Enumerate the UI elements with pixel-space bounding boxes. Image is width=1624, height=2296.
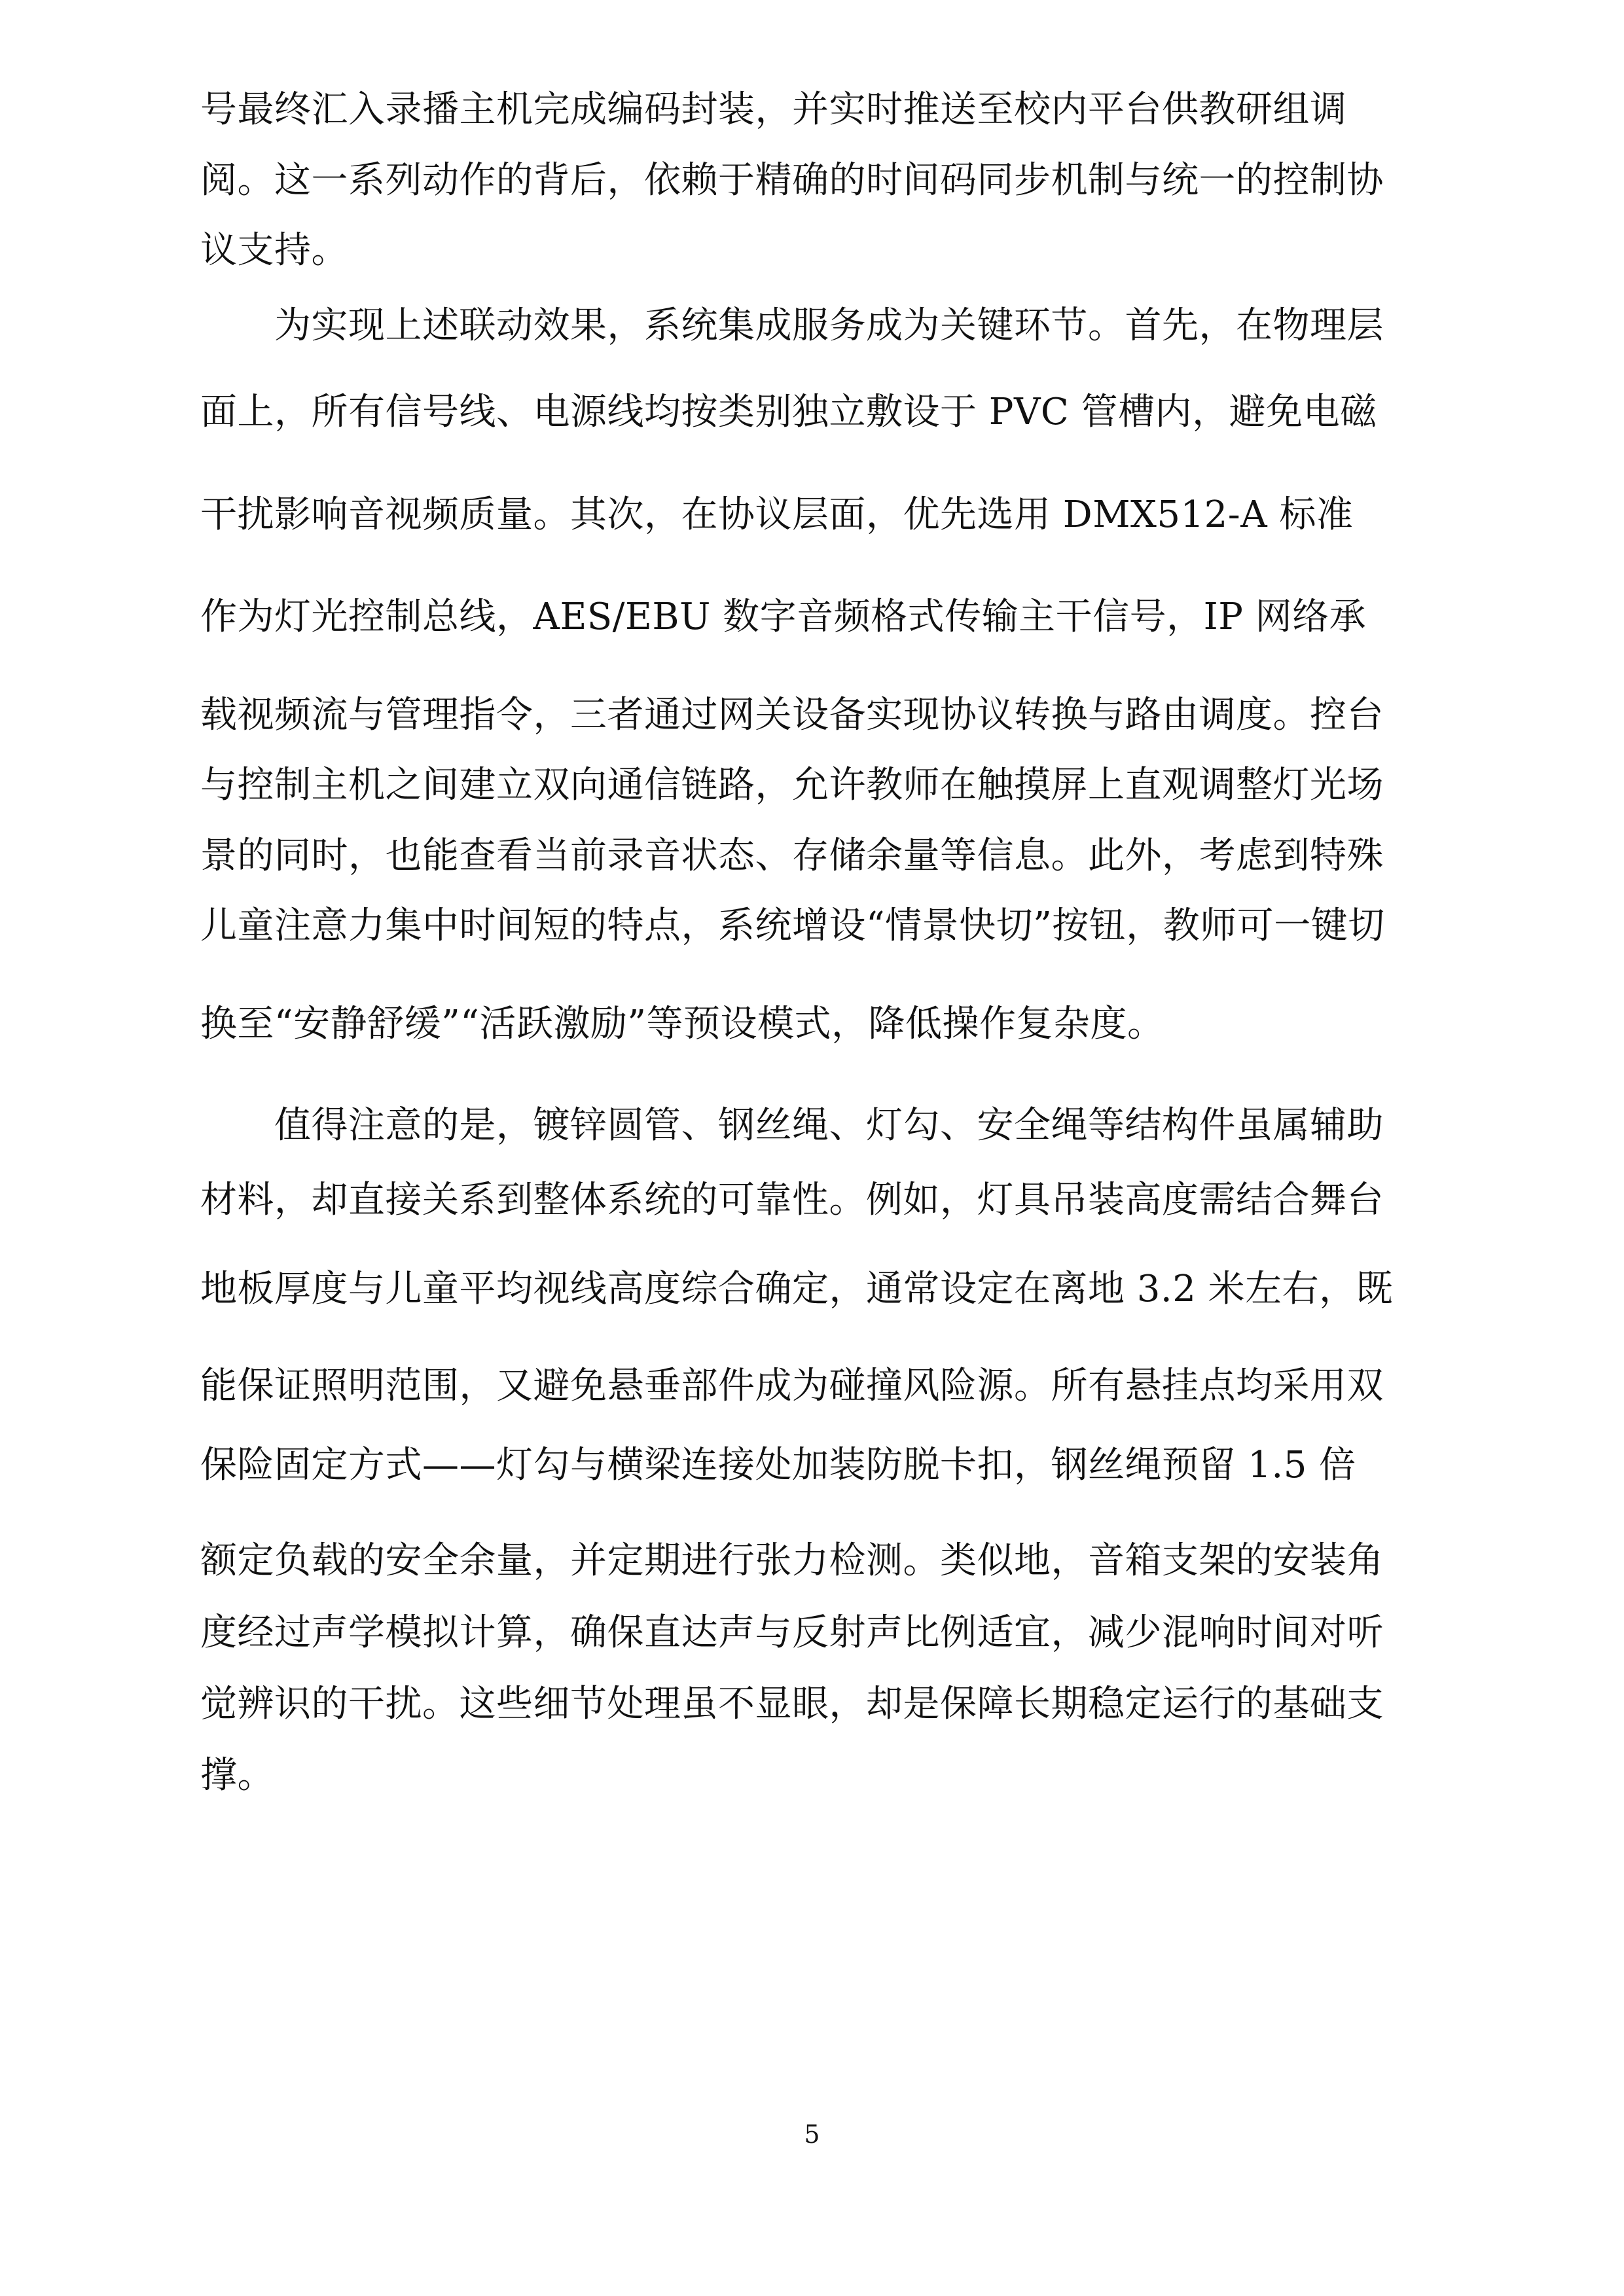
text-line: 觉辨识的干扰。这些细节处理虽不显眼，却是保障长期稳定运行的基础支 [200, 1683, 1384, 1725]
text-line: 撑。 [200, 1754, 274, 1797]
text-line: 地板厚度与儿童平均视线高度综合确定，通常设定在离地 3.2 米左右，既 [200, 1268, 1394, 1310]
text-line: 载视频流与管理指令，三者通过网关设备实现协议转换与路由调度。控台 [200, 694, 1384, 736]
text-line: 额定负载的安全余量，并定期进行张力检测。类似地，音箱支架的安装角 [200, 1539, 1384, 1582]
text-line: 保险固定方式——灯勾与横梁连接处加装防脱卡扣，钢丝绳预留 1.5 倍 [200, 1444, 1356, 1486]
text-line: 与控制主机之间建立双向通信链路，允许教师在触摸屏上直观调整灯光场 [200, 764, 1384, 806]
text-line: 议支持。 [200, 229, 348, 272]
text-line: 度经过声学模拟计算，确保直达声与反射声比例适宜，减少混响时间对听 [200, 1611, 1384, 1654]
text-line: 作为灯光控制总线，AES/EBU 数字音频格式传输主干信号，IP 网络承 [200, 596, 1367, 638]
text-line: 景的同时，也能查看当前录音状态、存储余量等信息。此外，考虑到特殊 [200, 834, 1384, 877]
text-line: 值得注意的是，镀锌圆管、钢丝绳、灯勾、安全绳等结构件虽属辅助 [200, 1104, 1384, 1147]
text-line: 材料，却直接关系到整体系统的可靠性。例如，灯具吊装高度需结合舞台 [200, 1179, 1384, 1221]
text-line: 号最终汇入录播主机完成编码封装，并实时推送至校内平台供教研组调 [200, 88, 1347, 131]
text-line: 干扰影响音视频质量。其次，在协议层面，优先选用 DMX512-A 标准 [200, 493, 1354, 536]
text-line: 能保证照明范围，又避免悬垂部件成为碰撞风险源。所有悬挂点均采用双 [200, 1365, 1384, 1407]
text-line: 阅。这一系列动作的背后，依赖于精确的时间码同步机制与统一的控制协 [200, 159, 1384, 202]
text-line: 换至“安静舒缓”“活跃激励”等预设模式，降低操作复杂度。 [200, 1003, 1164, 1045]
text-line: 儿童注意力集中时间短的特点，系统增设“情景快切”按钮，教师可一键切 [200, 905, 1385, 947]
text-line: 为实现上述联动效果，系统集成服务成为关键环节。首先，在物理层 [200, 304, 1384, 347]
text-line: 面上，所有信号线、电源线均按类别独立敷设于 PVC 管槽内，避免电磁 [200, 391, 1377, 433]
page-number: 5 [804, 2120, 820, 2149]
